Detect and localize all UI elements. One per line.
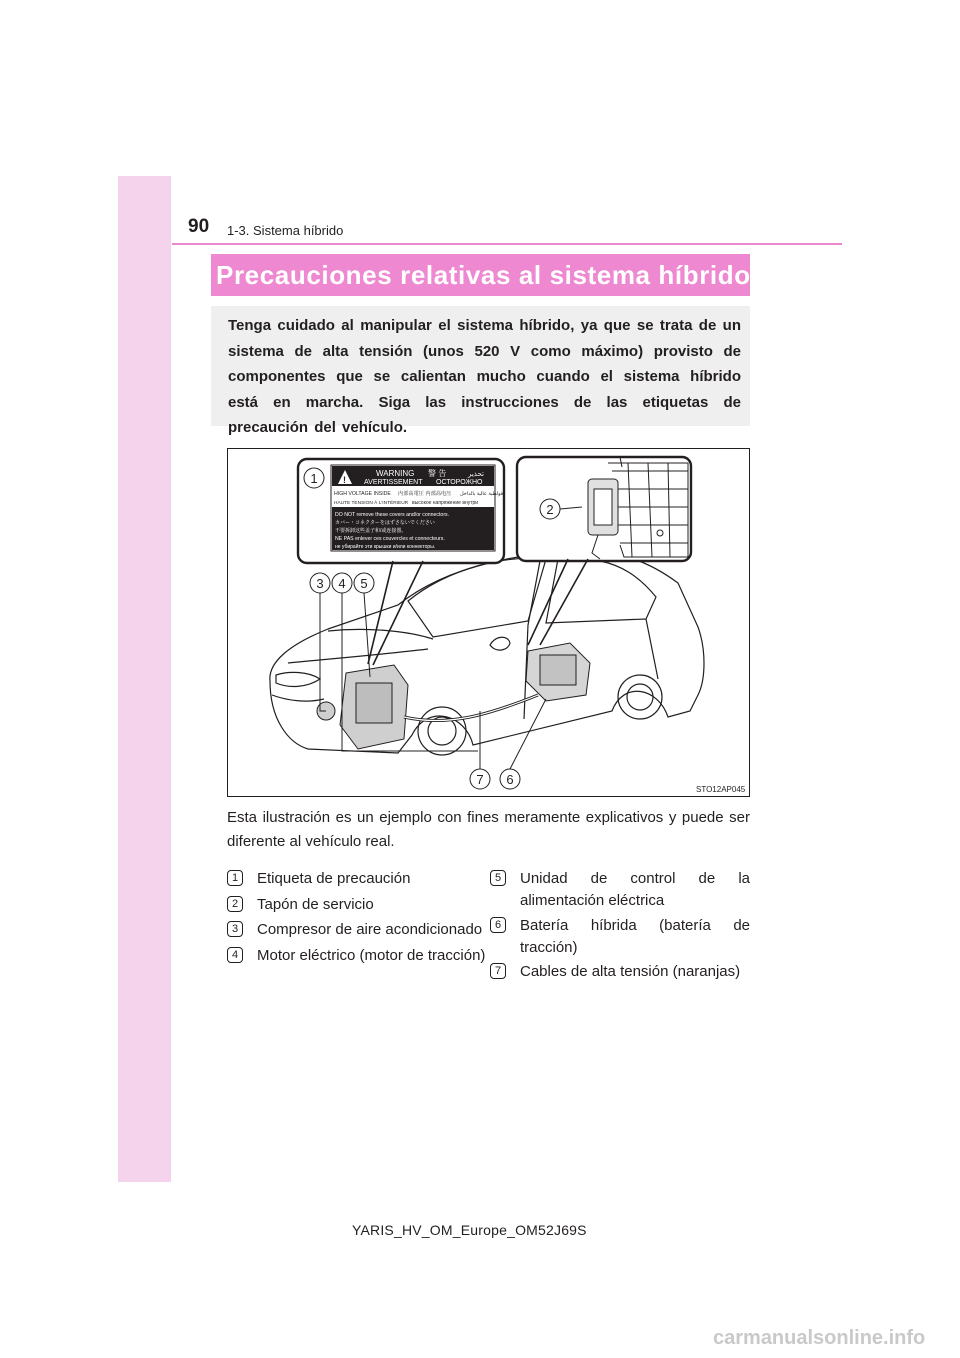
legend-text: Tapón de servicio [257, 896, 374, 913]
callout-7: 7 [476, 772, 484, 787]
legend-text: Unidad de control de la alimentación eléctrica [520, 870, 750, 909]
label-line-fr: NE PAS enlever ces couvercles et connecteurs. [335, 536, 445, 542]
callout-5: 5 [360, 576, 368, 591]
section-header: 1-3. Sistema híbrido [227, 223, 344, 238]
legend-text: Motor eléctrico (motor de tracción) [257, 947, 486, 964]
figure-illustration [228, 449, 750, 797]
callout-1: 1 [310, 471, 318, 486]
legend-number: 5 [490, 870, 506, 886]
page-number: 90 [188, 216, 210, 237]
legend-text: Compresor de aire acondicionado [257, 921, 483, 938]
label-hv-zh: 内部高電圧 内部高电压 [398, 491, 452, 497]
battery-pack [526, 643, 590, 701]
callout-6: 6 [506, 772, 514, 787]
callout-3: 3 [316, 576, 324, 591]
callout-2: 2 [546, 502, 554, 517]
callout-4: 4 [338, 576, 346, 591]
legend-number: 4 [227, 947, 243, 963]
label-hv-ar: فولطية عالية بالداخل [460, 491, 504, 497]
label-heading-en: WARNING [376, 469, 415, 478]
intro-box [211, 306, 750, 436]
legend-text: Batería híbrida (batería de tracción) [520, 917, 750, 956]
label-heading-ar: تحذير [468, 471, 484, 478]
legend-number: 1 [227, 870, 243, 886]
legend-number: 3 [227, 921, 243, 937]
legend-number: 7 [490, 963, 506, 979]
page-title: Precauciones relativas al sistema híbrido [216, 260, 751, 290]
legend-number: 6 [490, 917, 506, 933]
label-heading-ru: ОСТОРОЖНО [436, 479, 483, 486]
legend-number: 2 [227, 896, 243, 912]
footer-code: YARIS_HV_OM_Europe_OM52J69S [352, 1222, 587, 1238]
label-hv-ru: высокое напряжение внутри [412, 500, 479, 506]
label-heading-fr: AVERTISSEMENT [364, 479, 423, 486]
sidebar-tab [118, 176, 171, 1182]
watermark: carmanualsonline.info [713, 1327, 926, 1349]
figure-code: STO12AP045 [696, 785, 746, 794]
warning-label [331, 465, 504, 551]
label-heading-zh: 警 告 [428, 469, 447, 478]
legend-text: Etiqueta de precaución [257, 870, 411, 887]
label-line-jp: カバー・コネクターをはずさないでください [335, 520, 435, 526]
intro-text: Tenga cuidado al manipular el sistema híbrido, ya que se trata de un sistema de alta tensión (unos 520 V como máximo) provisto de componentes que se calientan mucho cuando el sistema híbrido está en marcha. Siga las instrucciones de las etiquetas de precaución del vehículo. [228, 317, 741, 436]
legend-text: Cables de alta tensión (naranjas) [520, 963, 741, 980]
header-rule [172, 243, 842, 245]
label-line-ru: не убирайте эти крышки и/или коннекторы. [335, 544, 436, 550]
figure-caption: Esta ilustración es un ejemplo con fines meramente explicativos y puede ser diferente al vehículo real. [227, 809, 750, 850]
svg-text:!: ! [343, 475, 346, 485]
label-hv-fr: HAUTE TENSION À L'INTÉRIEUR [334, 501, 409, 506]
label-line-en: DO NOT remove these covers and/or connectors. [335, 512, 450, 518]
label-hv-en: HIGH VOLTAGE INSIDE [334, 491, 391, 497]
label-line-zh: 不要拆卸这些盖子和/或连接器。 [335, 528, 407, 534]
hybrid-system-figure [227, 448, 750, 797]
motor-unit [317, 665, 408, 749]
